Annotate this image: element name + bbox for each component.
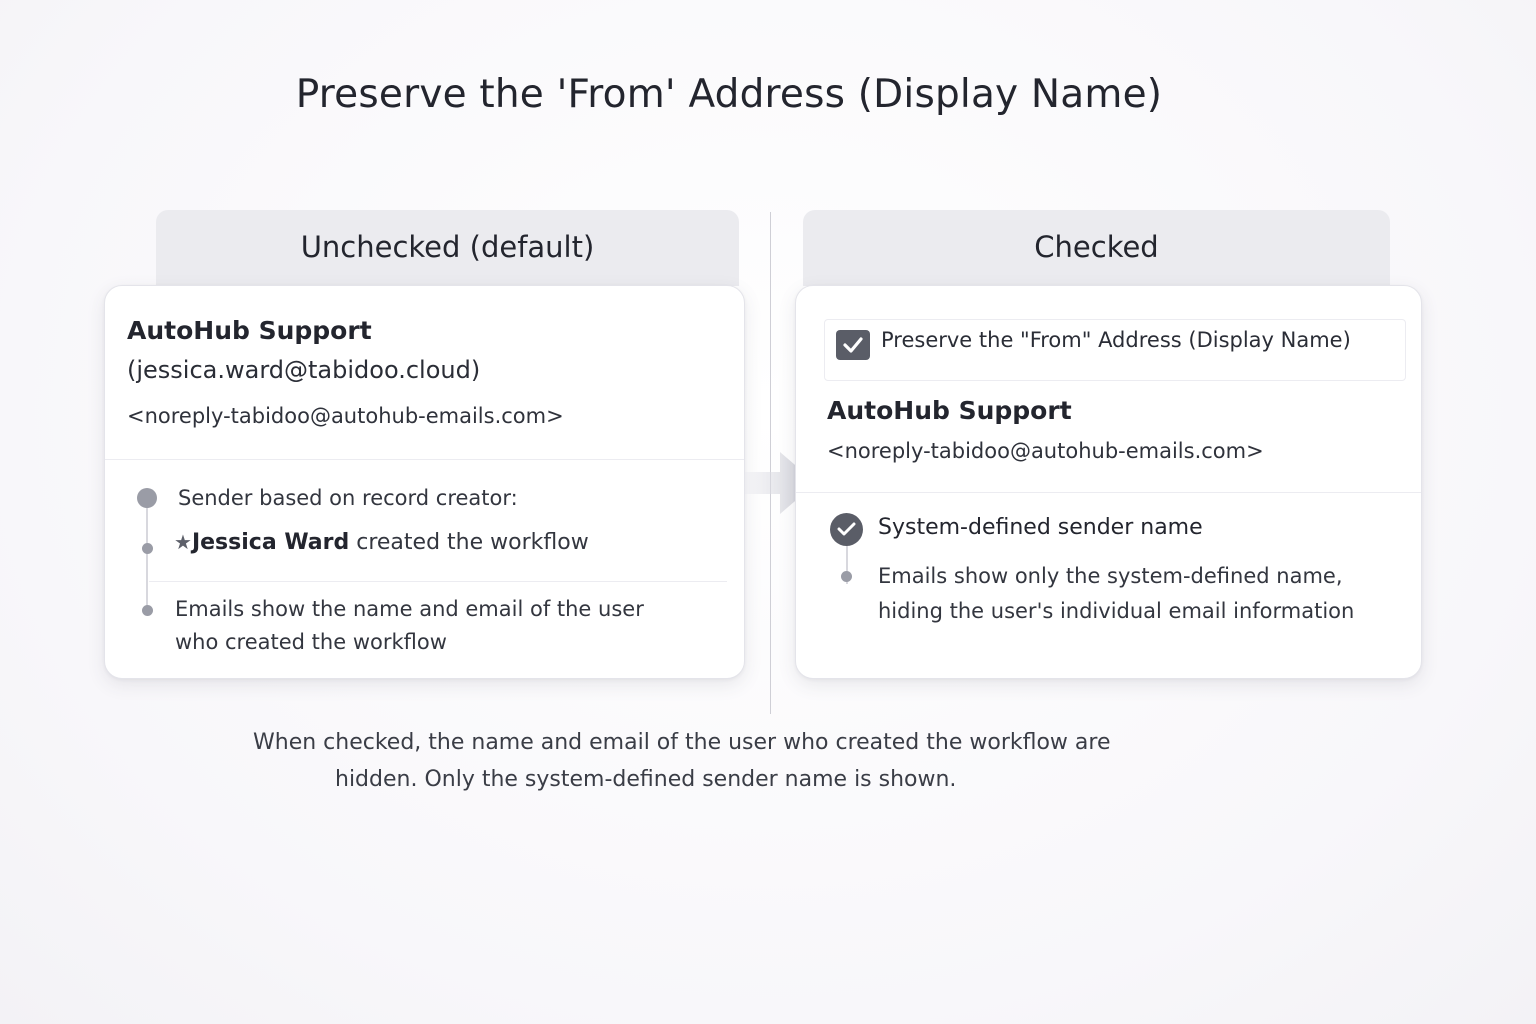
checkbox-checked-icon[interactable]	[836, 330, 870, 360]
bullet-heading: Sender based on record creator:	[178, 486, 518, 510]
page-title: Preserve the 'From' Address (Display Name)	[295, 72, 1163, 117]
bullet-dot	[137, 488, 157, 508]
tab-unchecked-default: Unchecked (default)	[156, 210, 739, 286]
checked-card	[795, 285, 1422, 679]
check-circle-icon	[830, 513, 863, 546]
description	[175, 593, 644, 659]
divider	[796, 492, 1421, 493]
sender-name: AutoHub Support	[827, 396, 1072, 425]
caption-line: hidden. Only the system-defined sender name is shown.	[335, 767, 957, 792]
divider	[105, 459, 744, 460]
caption-line: When checked, the name and email of the user who created the workflow are	[253, 730, 1111, 755]
bullet-dot	[142, 605, 153, 616]
sender-name: AutoHub Support	[127, 316, 372, 345]
sender-user-email: (jessica.ward@tabidoo.cloud)	[127, 356, 481, 384]
bullet-dot	[841, 571, 852, 582]
timeline-line	[146, 500, 148, 610]
preserve-from-checkbox-row[interactable]	[824, 319, 1406, 381]
divider	[149, 581, 727, 582]
creator-name: Jessica Ward	[191, 530, 350, 555]
description-line: Emails show the name and email of the user	[175, 597, 644, 621]
description-line: hiding the user's individual email information	[878, 599, 1355, 623]
bullet-heading: System-defined sender name	[878, 515, 1203, 540]
creator-suffix: created the workflow	[349, 530, 589, 555]
sender-address: <noreply-tabidoo@autohub-emails.com>	[127, 404, 564, 428]
creator-line	[174, 526, 589, 559]
sender-address: <noreply-tabidoo@autohub-emails.com>	[827, 439, 1264, 463]
bullet-dot	[142, 543, 153, 554]
description	[878, 559, 1354, 629]
star-icon: ★	[174, 530, 192, 554]
description-line: who created the workflow	[175, 630, 447, 654]
tab-checked: Checked	[803, 210, 1390, 286]
description-line: Emails show only the system-defined name,	[878, 564, 1343, 588]
checkbox-label: Preserve the "From" Address (Display Name)	[881, 328, 1351, 352]
unchecked-card	[104, 285, 745, 679]
